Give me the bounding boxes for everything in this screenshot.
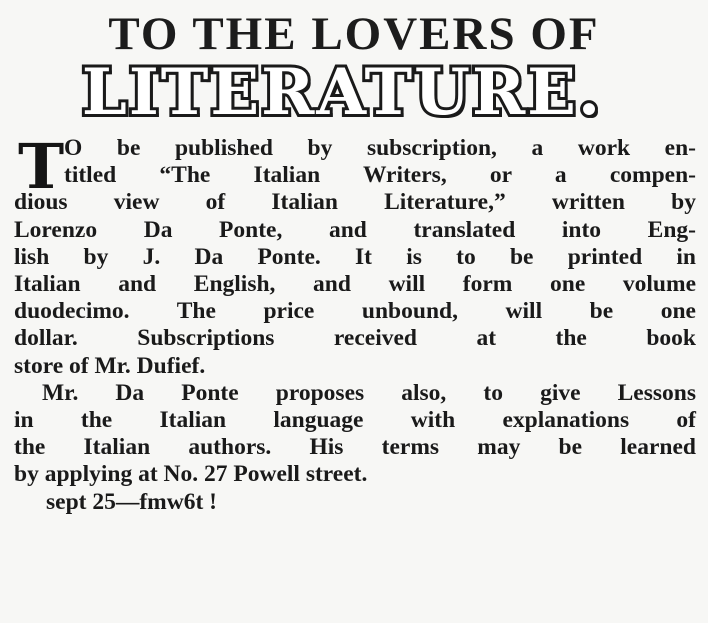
text-line: titled “The Italian Writers, or a compen- bbox=[64, 162, 696, 189]
text-line: dollar. Subscriptions received at the book bbox=[14, 325, 696, 352]
text-line: Italian and English, and will form one volume bbox=[14, 271, 696, 298]
text-line: lish by J. Da Ponte. It is to be printed in bbox=[14, 243, 696, 270]
text-line: store of Mr. Dufief. bbox=[14, 352, 206, 379]
date-signoff: sept 25—fmw6t ! bbox=[46, 488, 217, 515]
paragraph-2 bbox=[14, 380, 696, 489]
text-line: the Italian authors. His terms may be learned bbox=[14, 434, 696, 461]
text-line: in the Italian language with explanations of bbox=[14, 407, 696, 434]
advertisement-body bbox=[14, 130, 696, 516]
text-line: by applying at No. 27 Powell street. bbox=[14, 461, 368, 488]
text-line: Mr. Da Ponte proposes also, to give Lessons bbox=[42, 379, 696, 406]
drop-cap: T bbox=[18, 130, 65, 203]
text-line: dious view of Italian Literature,” written by bbox=[14, 189, 696, 216]
text-line: duodecimo. The price unbound, will be one bbox=[14, 298, 696, 325]
headline-top: TO THE LOVERS OF bbox=[108, 8, 600, 60]
text-line: Lorenzo Da Ponte, and translated into Eng- bbox=[14, 216, 696, 243]
paragraph-1 bbox=[14, 130, 696, 380]
headline-main: LITERATURE. bbox=[81, 55, 603, 130]
text-line: O be published by subscription, a work en- bbox=[64, 135, 696, 161]
